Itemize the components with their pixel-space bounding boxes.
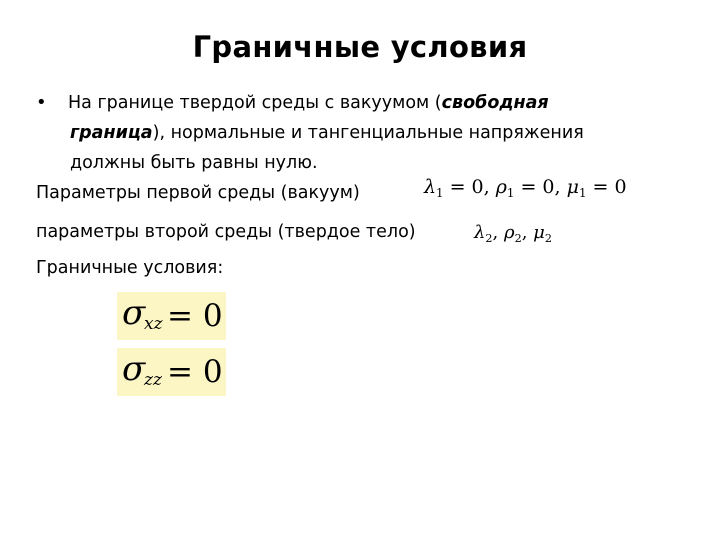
rho-symbol: ρ [495, 176, 507, 198]
second-medium-line: параметры второй среды (твердое тело) [36, 222, 416, 242]
second-medium-formula [474, 222, 552, 245]
lambda2-symbol: λ [474, 222, 486, 243]
separator: , [521, 222, 528, 243]
bullet-line-2-text: ), нормальные и тангенциальные напряжения [152, 123, 584, 143]
lambda2-sub: 2 [485, 232, 493, 245]
sigma-rhs: = 0 [167, 298, 223, 334]
sigma-symbol: σ [122, 349, 146, 389]
sigma-zz-formula [117, 348, 226, 396]
sigma-symbol: σ [122, 293, 146, 333]
mu-value: = 0 [592, 176, 627, 198]
lambda-value: = 0, [449, 176, 490, 198]
first-medium-line: Параметры первой среды (вакуум) [36, 183, 360, 203]
bullet-line-1 [68, 88, 584, 118]
bullet-icon: • [36, 92, 47, 113]
mu2-sub: 2 [544, 232, 552, 245]
mu-sub: 1 [578, 186, 587, 200]
rho-value: = 0, [520, 176, 561, 198]
slide-title: Граничные условия [192, 30, 528, 64]
separator: , [492, 222, 499, 243]
sigma-sub: xz [144, 314, 163, 334]
sigma-xz-formula [117, 292, 226, 340]
bullet-line-3: должны быть равны нулю. [70, 153, 318, 173]
emphasis-free: свободная [441, 93, 549, 113]
sigma-sub: zz [144, 370, 162, 390]
mu2-symbol: μ [533, 222, 545, 243]
rho-sub: 1 [506, 186, 515, 200]
rho2-sub: 2 [514, 232, 522, 245]
sigma-rhs: = 0 [167, 354, 223, 390]
bullet-line-2 [68, 118, 584, 148]
emphasis-boundary: граница [70, 123, 153, 143]
boundary-conditions-label: Граничные условия: [36, 258, 224, 278]
mu-symbol: μ [566, 176, 579, 198]
rho2-symbol: ρ [504, 222, 515, 243]
bullet-text [68, 88, 584, 178]
bullet-line-1-text: На границе твердой среды с вакуумом ( [68, 93, 442, 113]
lambda-symbol: λ [424, 176, 437, 198]
lambda-sub: 1 [436, 186, 444, 200]
first-medium-formula [424, 176, 627, 200]
